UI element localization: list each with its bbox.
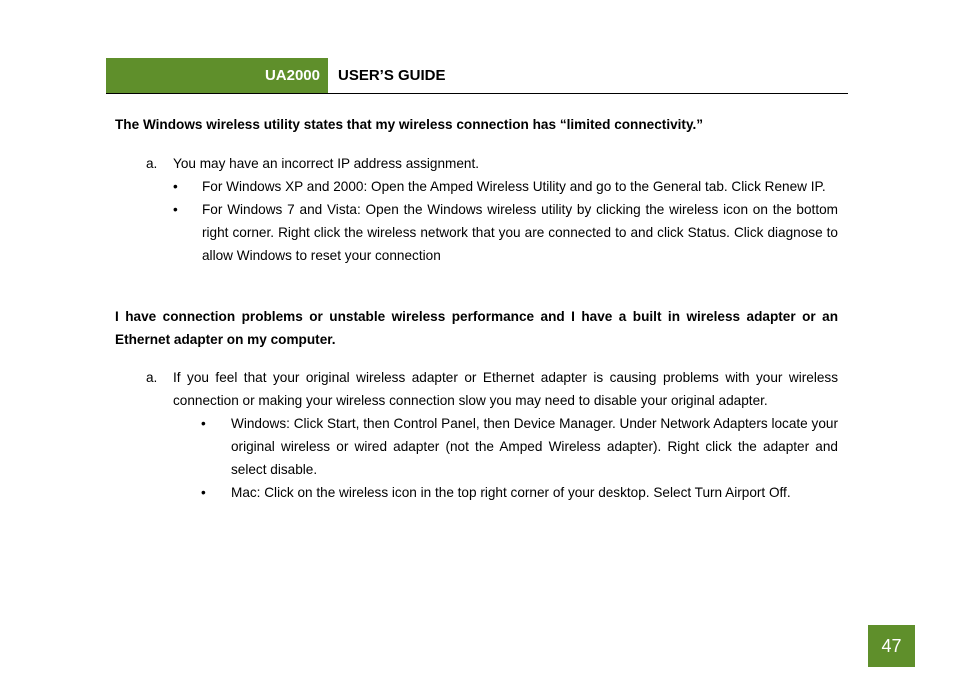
list-item <box>115 481 838 504</box>
bullet-text: For Windows 7 and Vista: Open the Windows wireless utility by clicking the wireless icon on the bottom right corner. Right click the wireless network that you are connected to and click Status. Click diagnose to allow Windows to reset your connection <box>202 202 838 263</box>
section-1-item-a <box>115 152 838 175</box>
list-item <box>115 412 838 481</box>
page-number: 47 <box>881 635 902 656</box>
section-1-bullet-list <box>115 175 838 267</box>
bullet-text: Mac: Click on the wireless icon in the top right corner of your desktop. Select Turn Airport Off. <box>231 485 791 500</box>
bullet-text: Windows: Click Start, then Control Panel, then Device Manager. Under Network Adapters locate your original wireless or wired adapter (not the Amped Wireless adapter). Right click the adapter and select disable. <box>231 416 838 477</box>
bullet-icon: • <box>173 202 178 217</box>
item-text: If you feel that your original wireless adapter or Ethernet adapter is causing problems with your wireless connection or making your wireless connection slow you may need to disable your original adapter. <box>173 370 838 408</box>
item-marker: a. <box>146 156 158 171</box>
bullet-icon: • <box>201 416 206 431</box>
page-number-badge <box>868 625 915 667</box>
header-divider <box>106 93 848 94</box>
product-name: UA2000 <box>264 67 320 84</box>
header-guide-title: USER’S GUIDE <box>338 67 446 84</box>
section-2-question: I have connection problems or unstable wireless performance and I have a built in wireless adapter or an Ethernet adapter on my computer. <box>115 309 838 347</box>
list-item <box>115 198 838 267</box>
item-marker: a. <box>146 370 158 385</box>
item-text: You may have an incorrect IP address assignment. <box>173 156 480 171</box>
page-content <box>115 113 838 504</box>
bullet-icon: • <box>201 485 206 500</box>
bullet-icon: • <box>173 179 178 194</box>
header-product-label <box>106 58 328 93</box>
section-2-item-a <box>115 366 838 412</box>
section-2-bullet-list <box>115 412 838 504</box>
bullet-text: For Windows XP and 2000: Open the Amped Wireless Utility and go to the General tab. Click Renew IP. <box>202 179 826 194</box>
list-item <box>115 175 838 198</box>
section-1-question: The Windows wireless utility states that my wireless connection has “limited connectivity.” <box>115 117 704 132</box>
